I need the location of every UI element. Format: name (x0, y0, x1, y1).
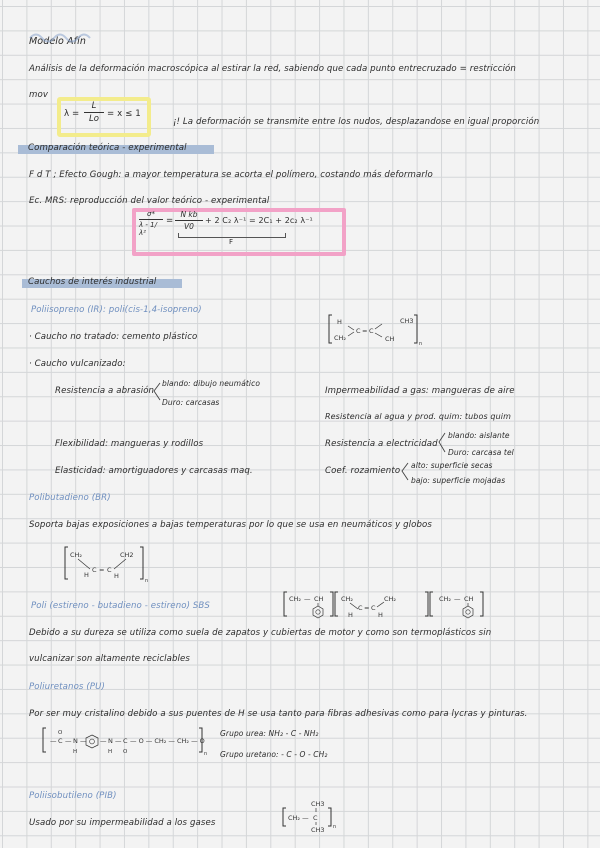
electric-soft: blando: aislante (448, 431, 510, 440)
intro-line-2: mov (29, 90, 49, 100)
svg-text:H: H (84, 571, 89, 579)
lambda-symbol: λ = (64, 109, 80, 119)
sbs-text-1: Debido a su dureza se utiliza como suela de zapatos y cubiertas de motor y como son termoplásticos sin (29, 628, 492, 638)
electric-resistance: Resistencia a electricidad (325, 439, 438, 449)
left-denominator: λ - 1/λ² (139, 221, 157, 237)
svg-text:CH3: CH3 (311, 826, 325, 834)
water-resistance: Resistencia al agua y prod. quim: tubos quim (325, 412, 511, 421)
svg-text:=: = (364, 604, 370, 612)
polybutadiene-title: Polibutadieno (BR) (29, 493, 111, 503)
urethane-group: Grupo uretano: - C - O - CH₂ (220, 750, 328, 759)
svg-text:C: C (358, 604, 363, 612)
svg-text:—: — (115, 737, 122, 745)
polyurethane-structure (42, 725, 212, 761)
polyisobutylene-text: Usado por su impermeabilidad a los gases (29, 818, 216, 828)
mrs-mid-fraction (175, 210, 203, 231)
svg-text:C: C (58, 737, 63, 745)
svg-text:—: — (50, 737, 57, 745)
svg-text:—: — (304, 595, 311, 603)
svg-text:CH₂: CH₂ (341, 595, 354, 603)
abrasion-bracket (150, 382, 162, 402)
svg-text:H: H (348, 611, 353, 619)
abrasion-label: Resistencia a abrasión (55, 386, 155, 396)
vulcanized-rubber: · Caucho vulcanizado: (29, 359, 126, 369)
elasticity-text: Elasticidad: amortiguadores y carcasas maq. (55, 466, 253, 476)
gough-effect-text: F d T ; Efecto Gough: a mayor temperatura se acorta el polímero, costando más deformarlo (29, 170, 433, 180)
svg-text:C: C (313, 814, 318, 822)
friction-high: alto: superficie secas (411, 461, 493, 470)
friction-bracket (398, 462, 410, 482)
svg-text:N: N (108, 737, 113, 745)
lambda-fraction (84, 101, 104, 124)
flexibility-text: Flexibilidad: mangueras y rodillos (55, 439, 204, 449)
svg-text:C: C (371, 604, 376, 612)
friction-label: Coef. rozamiento (325, 466, 401, 476)
svg-text:— O — CH₂ — CH₂ — O: — O — CH₂ — CH₂ — O (130, 737, 205, 745)
svg-text:CH3: CH3 (400, 317, 414, 325)
polyurethane-title: Poliuretanos (PU) (29, 682, 105, 692)
sbs-title: Poli (estireno - butadieno - estireno) SBS (31, 601, 210, 611)
page-title: Modelo Afín (29, 36, 86, 47)
deformation-note: ¡! La deformación se transmite entre los nudos, desplazandose en igual proporción (173, 117, 540, 127)
svg-text:n: n (419, 341, 423, 347)
isobutylene-structure (282, 800, 352, 834)
svg-text:CH: CH (464, 595, 474, 603)
svg-text:n: n (204, 751, 208, 757)
mid-numerator: N kb (180, 210, 198, 219)
isoprene-structure (328, 313, 428, 349)
svg-text:—: — (80, 737, 87, 745)
svg-text:—: — (454, 595, 461, 603)
svg-text:CH3: CH3 (311, 800, 325, 808)
mrs-equation-label: Ec. MRS: reproducción del valor teórico - experimental (29, 196, 270, 206)
polyisobutylene-title: Poliisobutileno (PIB) (29, 791, 117, 801)
polyisoprene-title: Poliisopreno (IR): poli(cis-1,4-isopreno) (31, 305, 202, 315)
mrs-brace-label: F (229, 238, 234, 246)
svg-text:CH₂ —: CH₂ — (288, 814, 309, 822)
svg-text:O: O (58, 730, 63, 736)
svg-text:CH₂: CH₂ (439, 595, 452, 603)
rubbers-heading: Cauchos de interés industrial (28, 277, 157, 287)
abrasion-soft: blando: dibujo neumático (162, 379, 261, 388)
svg-text:O: O (123, 749, 128, 755)
svg-text:N: N (73, 737, 78, 745)
mrs-equals: = (166, 216, 174, 226)
svg-text:CH: CH (314, 595, 324, 603)
svg-text:CH2: CH2 (120, 551, 134, 559)
fraction-denominator: Lo (89, 114, 99, 124)
fraction-numerator: L (91, 101, 97, 111)
svg-text:H: H (337, 318, 342, 326)
left-numerator: σ* (147, 210, 155, 218)
urea-group: Grupo urea: NH₂ - C - NH₂ (220, 729, 319, 738)
svg-text:CH₂: CH₂ (384, 595, 397, 603)
intro-line-1: Análisis de la deformación macroscópica al estirar la red, sabiendo que cada punto entrecruzado = restricción (29, 64, 516, 74)
svg-text:H: H (73, 749, 78, 755)
svg-text:n: n (333, 824, 337, 830)
svg-text:CH₂: CH₂ (70, 551, 83, 559)
svg-text:C: C (369, 327, 374, 335)
svg-text:n: n (145, 578, 149, 584)
comparison-heading: Comparación teórica - experimental (28, 143, 187, 153)
svg-text:=: = (99, 566, 105, 574)
electric-hard: Duro: carcasa tel (448, 448, 514, 457)
svg-text:=: = (362, 327, 368, 335)
svg-text:C: C (356, 327, 361, 335)
lambda-rest: = x ≤ 1 (107, 109, 141, 119)
svg-text:C: C (92, 566, 97, 574)
svg-text:CH: CH (385, 335, 395, 343)
svg-text:—: — (65, 737, 72, 745)
mrs-rest: + 2 C₂ λ⁻¹ = 2C₁ + 2c₂ λ⁻¹ (205, 216, 313, 225)
svg-text:C: C (107, 566, 112, 574)
polyurethane-text: Por ser muy cristalino debido a sus puentes de H se usa tanto para fibras adhesivas como para lycras y pinturas. (29, 709, 528, 719)
svg-text:CH₂: CH₂ (289, 595, 302, 603)
svg-text:CH₂: CH₂ (334, 334, 347, 342)
svg-text:H: H (114, 572, 119, 580)
polybutadiene-text: Soporta bajas exposiciones a bajas temperaturas por lo que se usa en neumáticos y globos (29, 520, 432, 530)
svg-text:C: C (123, 737, 128, 745)
untreated-rubber: · Caucho no tratado: cemento plástico (29, 332, 198, 342)
mid-denominator: V0 (184, 222, 194, 231)
abrasion-hard: Duro: carcasas (162, 398, 220, 407)
sbs-text-2: vulcanizar son altamente reciclables (29, 654, 191, 664)
sbs-structure (284, 590, 584, 626)
svg-text:H: H (108, 749, 113, 755)
friction-low: bajo: superficie mojadas (411, 476, 506, 485)
electric-bracket (435, 432, 447, 454)
mrs-left-fraction (139, 210, 163, 237)
svg-text:—: — (100, 737, 107, 745)
butadiene-structure (64, 545, 152, 585)
gas-impermeability: Impermeabilidad a gas: mangueras de aire (325, 386, 515, 396)
svg-text:H: H (378, 611, 383, 619)
title-squiggle (28, 31, 92, 45)
